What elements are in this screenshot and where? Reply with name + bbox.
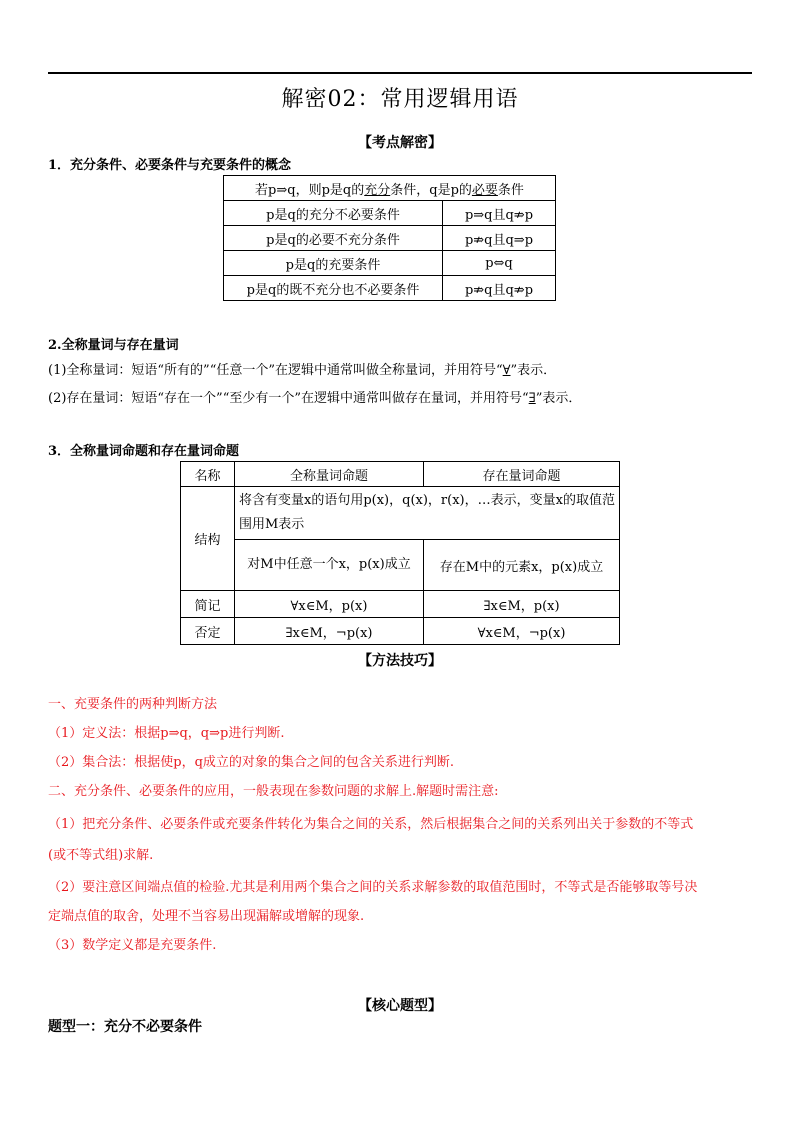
table-cell: 名称 [181, 462, 235, 487]
tixing1-heading: 题型一：充分不必要条件 [48, 1019, 202, 1035]
method-line: 定端点值的取舍，处理不当容易出现漏解或增解的现象. [48, 909, 365, 924]
condition-table-header [224, 176, 556, 201]
table-row [181, 462, 620, 487]
table-cell: 简记 [181, 591, 235, 618]
table-cell: 全称量词命题 [235, 462, 424, 487]
section-hexin: 【核心题型】 [358, 998, 442, 1014]
table-row [181, 540, 620, 591]
line1-tail: ”表示． [510, 363, 557, 378]
table-cell: p⇒q且q⇏p [443, 201, 556, 226]
line1-text: (1)全称量词：短语“所有的”“任意一个”在逻辑中通常叫做全称量词，并用符号“ [48, 363, 503, 378]
method-line: (或不等式组)求解. [48, 848, 154, 863]
method-line: 一、充要条件的两种判断方法 [48, 697, 218, 712]
table-cell: p是q的必要不充分条件 [224, 226, 443, 251]
part3-heading: 3．全称量词命题和存在量词命题 [48, 444, 240, 459]
method-line: （1）定义法：根据p⇒q，q⇒p进行判断. [48, 726, 285, 741]
method-line: 二、充分条件、必要条件的应用，一般表现在参数问题的求解上.解题时需注意: [48, 784, 499, 799]
header-text-c: 条件，q是p的 [390, 182, 472, 198]
table-row [224, 226, 556, 251]
top-rule [48, 72, 752, 74]
table-cell: p是q的充要条件 [224, 251, 443, 276]
header-text-e: 条件 [497, 182, 524, 198]
table-cell: ∃x∈M，¬p(x) [235, 618, 424, 645]
table-row [224, 201, 556, 226]
section-kaodian: 【考点解密】 [358, 135, 442, 151]
part2-line1 [48, 359, 556, 378]
quantifier-table [180, 461, 620, 645]
table-cell: p⇔q [443, 251, 556, 276]
method-line: （3）数学定义都是充要条件. [48, 938, 217, 953]
table-row [181, 487, 620, 540]
table-row [181, 618, 620, 645]
method-line: （2）集合法：根据使p，q成立的对象的集合之间的包含关系进行判断. [48, 755, 455, 770]
table-cell: p是q的充分不必要条件 [224, 201, 443, 226]
method-line: （2）要注意区间端点值的检验.尤其是利用两个集合之间的关系求解参数的取值范围时，不等式是否能够取等号决 [48, 880, 698, 895]
table-cell: ∀x∈M，p(x) [235, 591, 424, 618]
line2-tail: ”表示． [535, 391, 582, 406]
part2-heading: 2.全称量词与存在量词 [48, 338, 179, 353]
exists-symbol: ∃ [528, 391, 536, 406]
table-cell: 存在M中的元素x，p(x)成立 [424, 540, 620, 591]
condition-table [223, 175, 556, 301]
page-title: 解密02：常用逻辑用语 [281, 87, 519, 112]
header-text-d: 必要 [471, 182, 498, 198]
section-fangfa: 【方法技巧】 [358, 653, 442, 669]
table-cell: 否定 [181, 618, 235, 645]
part2-line2 [48, 387, 581, 406]
table-cell: ∀x∈M，¬p(x) [424, 618, 620, 645]
table-cell: p是q的既不充分也不必要条件 [224, 276, 443, 301]
part1-heading: 1．充分条件、必要条件与充要条件的概念 [48, 158, 292, 173]
header-text-a: 若p⇒q，则p是q的 [255, 182, 365, 198]
table-cell: 将含有变量x的语句用p(x)，q(x)，r(x)，…表示，变量x的取值范围用M表示 [235, 487, 620, 540]
table-cell: 存在量词命题 [424, 462, 620, 487]
table-cell: 结构 [181, 487, 235, 591]
table-cell: p⇏q且q⇒p [443, 226, 556, 251]
header-text-b: 充分 [364, 182, 391, 198]
forall-symbol: ∀ [502, 363, 511, 378]
table-row [181, 591, 620, 618]
table-row [224, 251, 556, 276]
table-cell: 对M中任意一个x，p(x)成立 [235, 540, 424, 591]
line2-text: (2)存在量词：短语“存在一个”“至少有一个”在逻辑中通常叫做存在量词，并用符号“ [48, 391, 529, 406]
table-cell: ∃x∈M，p(x) [424, 591, 620, 618]
table-cell: p⇏q且q⇏p [443, 276, 556, 301]
table-row [224, 276, 556, 301]
method-line: （1）把充分条件、必要条件或充要条件转化为集合之间的关系，然后根据集合之间的关系列出关于参数的不等式 [48, 817, 694, 832]
